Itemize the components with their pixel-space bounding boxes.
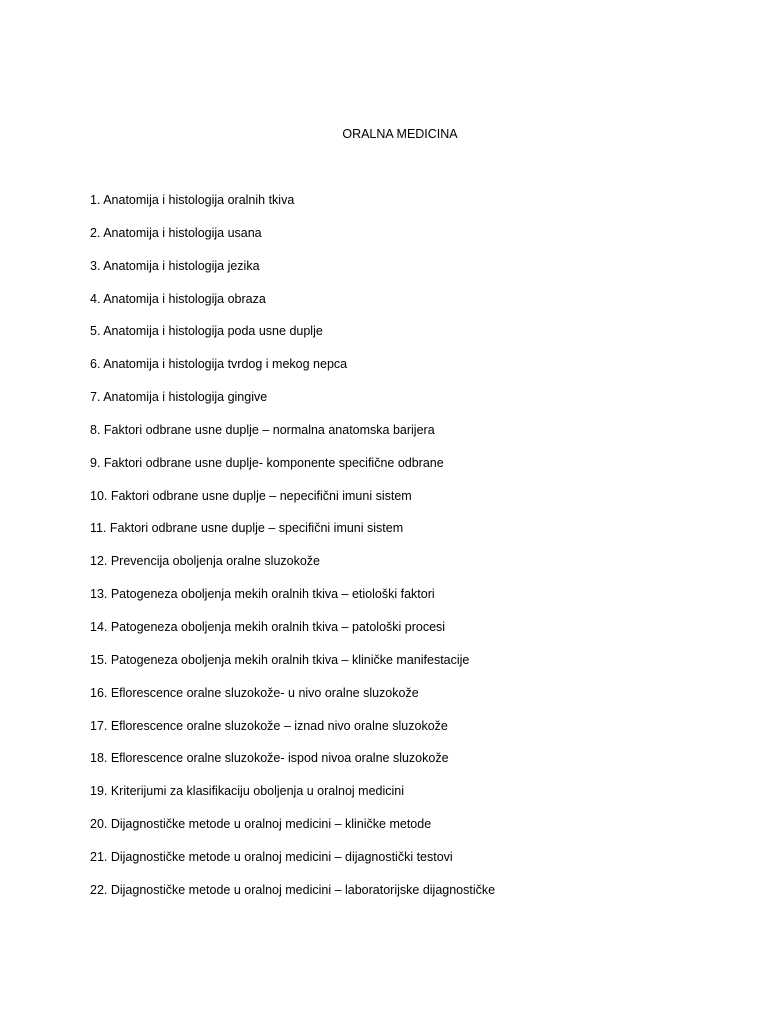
topic-item: 9. Faktori odbrane usne duplje- komponente specifične odbrane	[90, 455, 444, 470]
topic-item: 19. Kriterijumi za klasifikaciju oboljenja u oralnoj medicini	[90, 784, 405, 799]
topic-item: 5. Anatomija i histologija poda usne duplje	[90, 324, 323, 339]
topic-item: 13. Patogeneza oboljenja mekih oralnih tkiva – etiološki faktori	[90, 587, 435, 602]
topic-item: 2. Anatomija i histologija usana	[90, 225, 262, 240]
topic-item: 8. Faktori odbrane usne duplje – normalna anatomska barijera	[90, 422, 435, 437]
topic-item: 21. Dijagnostičke metode u oralnoj medicini – dijagnostički testovi	[90, 849, 453, 864]
topic-item: 10. Faktori odbrane usne duplje – nepecifični imuni sistem	[90, 488, 412, 503]
document-title: ORALNA MEDICINA	[342, 127, 458, 141]
topic-item: 18. Eflorescence oralne sluzokože- ispod nivoa oralne sluzokože	[90, 751, 449, 766]
topic-item: 4. Anatomija i histologija obraza	[90, 291, 266, 306]
topic-item: 11. Faktori odbrane usne duplje – specifični imuni sistem	[90, 521, 404, 536]
topic-item: 6. Anatomija i histologija tvrdog i mekog nepca	[90, 357, 348, 372]
topic-item: 22. Dijagnostičke metode u oralnoj medicini – laboratorijske dijagnostičke	[90, 882, 496, 897]
topic-item: 3. Anatomija i histologija jezika	[90, 258, 260, 273]
topic-item: 17. Eflorescence oralne sluzokože – iznad nivo oralne sluzokože	[90, 718, 448, 733]
topic-list	[90, 192, 730, 915]
topic-item: 12. Prevencija oboljenja oralne sluzokože	[90, 554, 321, 569]
topic-item: 1. Anatomija i histologija oralnih tkiva	[90, 193, 295, 207]
topic-item: 15. Patogeneza oboljenja mekih oralnih tkiva – kliničke manifestacije	[90, 652, 470, 667]
topic-item: 14. Patogeneza oboljenja mekih oralnih tkiva – patološki procesi	[90, 619, 446, 634]
topic-item: 7. Anatomija i histologija gingive	[90, 390, 268, 405]
topic-item: 20. Dijagnostičke metode u oralnoj medicini – kliničke metode	[90, 817, 432, 832]
topic-item: 16. Eflorescence oralne sluzokože- u nivo oralne sluzokože	[90, 685, 419, 700]
